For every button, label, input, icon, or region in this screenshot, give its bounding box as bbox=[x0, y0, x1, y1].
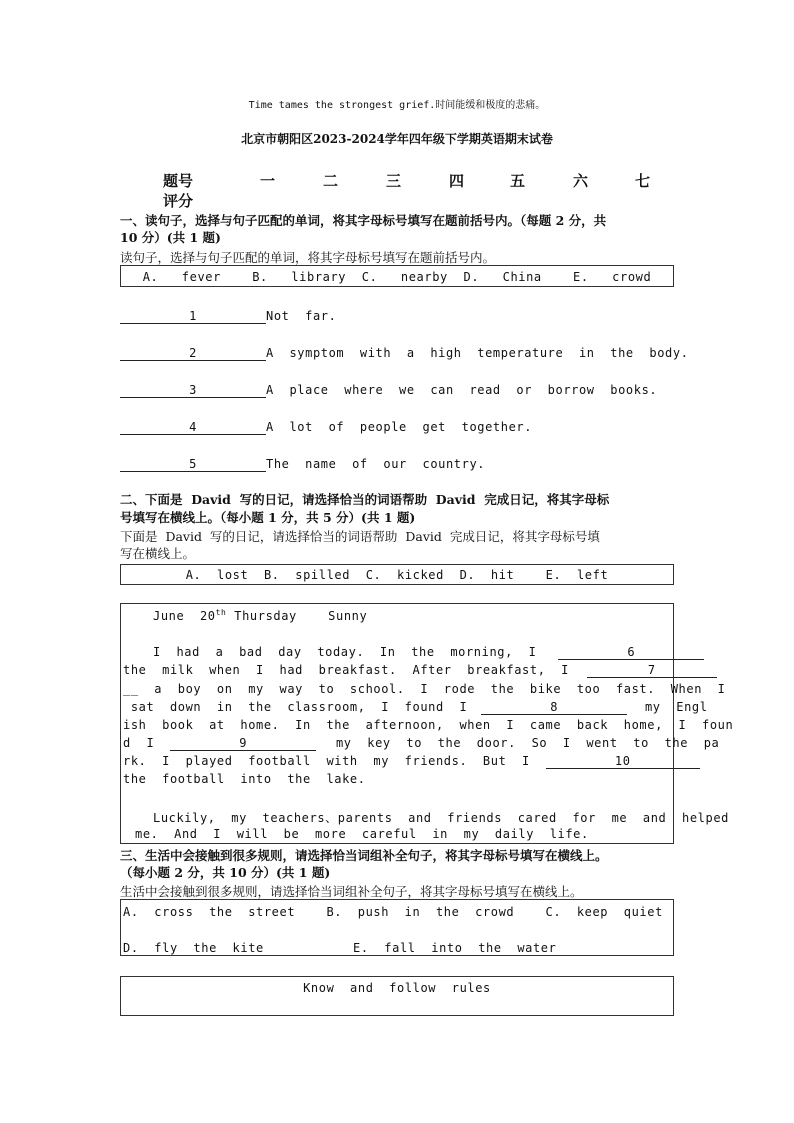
section3-options-box bbox=[120, 899, 674, 956]
answer-blank[interactable]: 1 bbox=[120, 310, 266, 324]
section3-heading-line1: 三、生活中会接触到很多规则，请选择恰当词组补全句子，将其字母标号填写在横线上。 bbox=[120, 848, 608, 863]
score-col-7: 七 bbox=[635, 172, 651, 190]
section1-item bbox=[120, 457, 680, 473]
section2-heading-line1: 二、下面是 David 写的日记，请选择恰当的词语帮助 David 完成日记，将其字母标 bbox=[120, 492, 610, 507]
section3-option-e: E. fall into the water bbox=[353, 941, 557, 955]
score-table-score-label: 评分 bbox=[163, 192, 194, 210]
section3-heading bbox=[120, 847, 680, 881]
section1-options: A. fever B. library C. nearby D. China E. crowd bbox=[142, 270, 652, 284]
section1-item bbox=[120, 309, 680, 325]
diary-text: my Engl bbox=[644, 700, 708, 714]
section2-heading-line2: 号填写在横线上。（每小题 1 分，共 5 分）(共 1 题) bbox=[120, 510, 416, 525]
answer-blank-6[interactable]: 6 bbox=[558, 646, 704, 660]
rules-box bbox=[120, 976, 674, 1016]
score-col-4: 四 bbox=[449, 172, 465, 190]
diary-line bbox=[123, 663, 673, 681]
diary-text: the milk when I had breakfast. After breakfast, I bbox=[123, 663, 570, 677]
section2-instruction-line2: 写在横线上。 bbox=[120, 546, 196, 561]
section1-heading bbox=[120, 212, 680, 246]
diary-date-line bbox=[153, 608, 703, 626]
score-col-3: 三 bbox=[386, 172, 402, 190]
diary-date-suffix: th bbox=[215, 608, 227, 617]
section1-options-box bbox=[120, 265, 674, 287]
diary-text: me. And I will be more careful in my daily life. bbox=[135, 827, 589, 841]
section2-instruction-line1: 下面是 David 写的日记，请选择恰当的词语帮助 David 完成日记，将其字母标号填 bbox=[120, 529, 600, 544]
section1-item bbox=[120, 420, 680, 436]
section3-instruction: 生活中会接触到很多规则，请选择恰当词组补全句子，将其字母标号填写在横线上。 bbox=[120, 884, 583, 899]
section3-option-d: D. fly the kite bbox=[123, 941, 264, 955]
section1-instruction: 读句子，选择与句子匹配的单词，将其字母标号填写在题前括号内。 bbox=[120, 250, 496, 265]
diary-text: the football into the lake. bbox=[123, 772, 366, 786]
diary-line bbox=[123, 718, 734, 736]
section1-item bbox=[120, 383, 680, 399]
diary-line bbox=[123, 772, 673, 790]
section2-instruction bbox=[120, 528, 680, 562]
diary-text: d I bbox=[123, 736, 155, 750]
answer-blank-8[interactable]: 8 bbox=[481, 701, 627, 715]
section1-heading-line1: 一、读句子，选择与句子匹配的单词，将其字母标号填写在题前括号内。（每题 2 分，共 bbox=[120, 213, 607, 228]
diary-weekday-weather: Thursday Sunny bbox=[234, 609, 368, 623]
score-table-question-label: 题号 bbox=[163, 172, 194, 190]
score-col-2: 二 bbox=[323, 172, 339, 190]
diary-line bbox=[123, 754, 673, 772]
section2-options-box bbox=[120, 564, 674, 585]
item-text: A lot of people get together. bbox=[266, 420, 533, 434]
score-col-5: 五 bbox=[510, 172, 526, 190]
diary-text: my key to the door. So I went to the pa bbox=[335, 736, 720, 750]
answer-blank[interactable]: 5 bbox=[120, 458, 266, 472]
diary-text: Luckily, my teachers、parents and friends cared for me and helped bbox=[153, 811, 729, 825]
section1-item bbox=[120, 346, 689, 362]
answer-blank-9[interactable]: 9 bbox=[170, 737, 316, 751]
item-text: Not far. bbox=[266, 309, 337, 323]
score-col-6: 六 bbox=[573, 172, 589, 190]
diary-date: June 20 bbox=[153, 609, 216, 623]
diary-text: sat down in the classroom, I found I bbox=[123, 700, 468, 714]
section3-options-row1: A. cross the street B. push in the crowd C. keep quiet bbox=[123, 905, 663, 919]
diary-line bbox=[123, 682, 726, 700]
section1-heading-line2: 10 分）(共 1 题) bbox=[120, 230, 221, 245]
item-text: The name of our country. bbox=[266, 457, 486, 471]
section2-options: A. lost B. spilled C. kicked D. hit E. left bbox=[185, 568, 609, 582]
diary-text: rk. I played football with my friends. But I bbox=[123, 754, 530, 768]
answer-blank[interactable]: 3 bbox=[120, 384, 266, 398]
section2-heading bbox=[120, 491, 680, 527]
diary-line bbox=[123, 700, 708, 718]
diary-line bbox=[123, 827, 673, 845]
exam-title: 北京市朝阳区2023-2024学年四年级下学期英语期末试卷 bbox=[241, 132, 553, 146]
answer-blank-7[interactable]: 7 bbox=[587, 664, 717, 678]
diary-line bbox=[123, 736, 720, 754]
answer-blank-10[interactable]: 10 bbox=[546, 755, 700, 769]
diary-text: I had a bad day today. In the morning, I bbox=[153, 645, 537, 659]
diary-line bbox=[123, 809, 729, 827]
item-text: A symptom with a high temperature in the body. bbox=[266, 346, 689, 360]
rules-box-title: Know and follow rules bbox=[303, 981, 491, 995]
item-text: A place where we can read or borrow books. bbox=[266, 383, 658, 397]
answer-blank[interactable]: 4 bbox=[120, 421, 266, 435]
diary-line bbox=[123, 645, 673, 663]
section3-heading-line2: （每小题 2 分，共 10 分）(共 1 题) bbox=[120, 865, 331, 880]
motto: Time tames the strongest grief.时间能缓和极度的悲痛。 bbox=[248, 100, 546, 111]
diary-text: __ a boy on my way to school. I rode the bike too fast. When I bbox=[123, 682, 726, 696]
diary-text: ish book at home. In the afternoon, when I came back home, I foun bbox=[123, 718, 734, 732]
score-col-1: 一 bbox=[260, 172, 276, 190]
answer-blank[interactable]: 2 bbox=[120, 347, 266, 361]
